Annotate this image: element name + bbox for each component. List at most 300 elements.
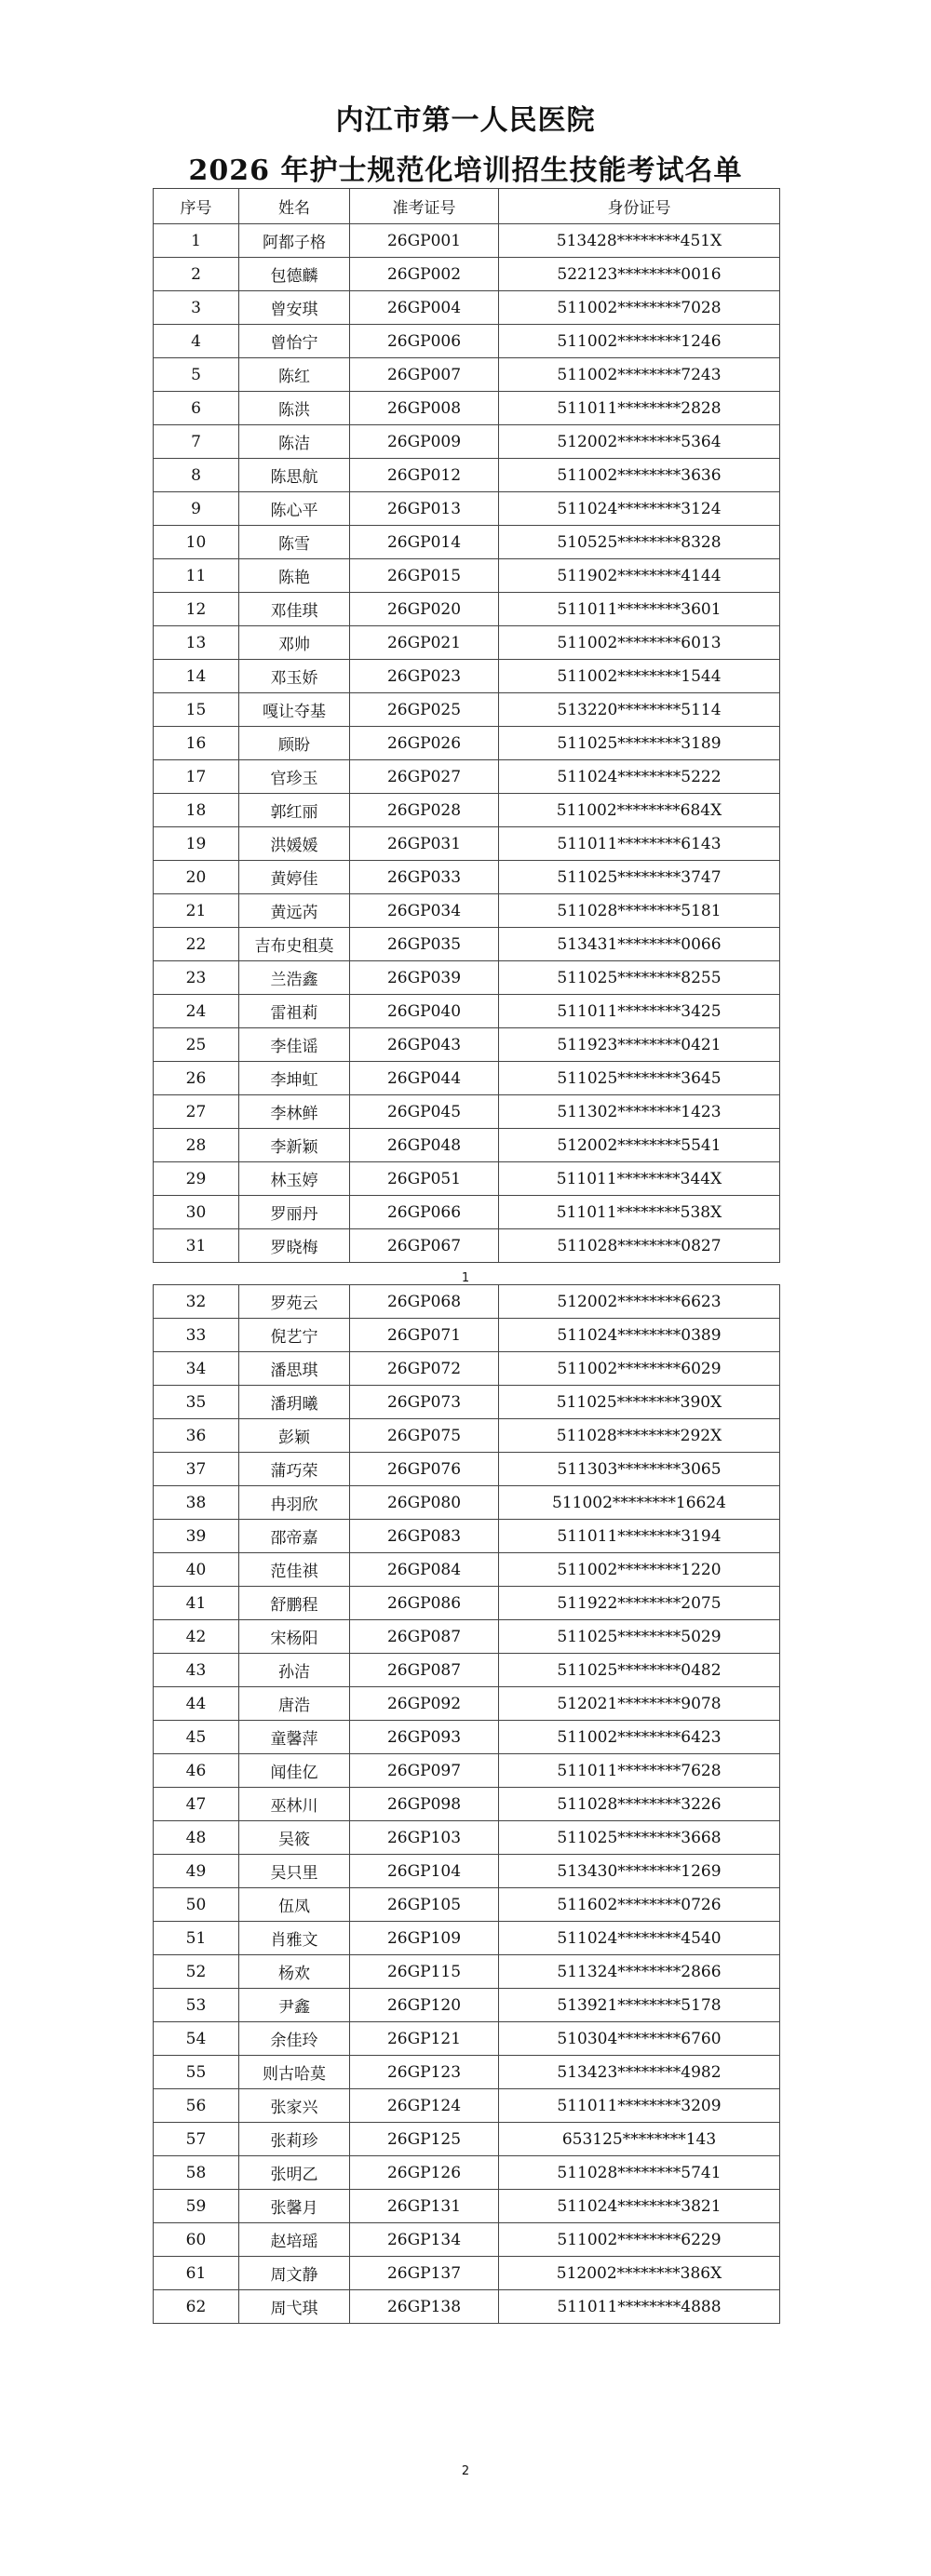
cell-exam-number: 26GP048 [350,1129,499,1162]
cell-id-number: 511602********0726 [499,1888,780,1922]
cell-seq: 6 [154,392,239,425]
cell-name: 官珍玉 [239,760,350,794]
table-row [154,1028,780,1062]
cell-name: 邓佳琪 [239,593,350,626]
cell-seq: 33 [154,1319,239,1352]
cell-name: 潘玥曦 [239,1386,350,1419]
cell-seq: 3 [154,291,239,325]
cell-name: 陈洁 [239,425,350,459]
cell-seq: 7 [154,425,239,459]
table-row [154,727,780,760]
cell-id-number: 512002********6623 [499,1285,780,1319]
table-row [154,2190,780,2223]
table-row [154,1486,780,1520]
table-row [154,1352,780,1386]
table-row [154,2156,780,2190]
cell-seq: 5 [154,358,239,392]
cell-exam-number: 26GP002 [350,258,499,291]
cell-name: 陈洪 [239,392,350,425]
cell-exam-number: 26GP109 [350,1922,499,1955]
cell-id-number: 511024********3821 [499,2190,780,2223]
cell-exam-number: 26GP033 [350,861,499,894]
table-row [154,1587,780,1620]
cell-name: 曾怡宁 [239,325,350,358]
table-row [154,258,780,291]
cell-name: 雷祖莉 [239,995,350,1028]
cell-exam-number: 26GP045 [350,1095,499,1129]
cell-seq: 32 [154,1285,239,1319]
cell-id-number: 511011********538X [499,1196,780,1229]
table-row [154,1419,780,1453]
cell-exam-number: 26GP015 [350,559,499,593]
cell-seq: 40 [154,1553,239,1587]
cell-id-number: 511002********6423 [499,1721,780,1754]
cell-id-number: 511011********7628 [499,1754,780,1788]
table-header-row [154,189,780,224]
cell-seq: 31 [154,1229,239,1263]
cell-exam-number: 26GP087 [350,1620,499,1654]
cell-name: 杨欢 [239,1955,350,1989]
cell-seq: 54 [154,2022,239,2056]
cell-id-number: 511024********5222 [499,760,780,794]
cell-exam-number: 26GP035 [350,928,499,961]
table-row [154,995,780,1028]
table-row [154,1229,780,1263]
cell-id-number: 511011********3601 [499,593,780,626]
cell-seq: 46 [154,1754,239,1788]
cell-exam-number: 26GP098 [350,1788,499,1821]
cell-name: 唐浩 [239,1687,350,1721]
table-row [154,2290,780,2324]
cell-seq: 62 [154,2290,239,2324]
cell-exam-number: 26GP137 [350,2257,499,2290]
cell-exam-number: 26GP104 [350,1855,499,1888]
cell-name: 陈雪 [239,526,350,559]
cell-exam-number: 26GP034 [350,894,499,928]
cell-exam-number: 26GP066 [350,1196,499,1229]
cell-name: 黄婷佳 [239,861,350,894]
table-row [154,961,780,995]
table-row [154,1553,780,1587]
cell-seq: 38 [154,1486,239,1520]
cell-id-number: 511025********3645 [499,1062,780,1095]
table-row [154,2257,780,2290]
cell-name: 范佳祺 [239,1553,350,1587]
cell-exam-number: 26GP026 [350,727,499,760]
cell-id-number: 511002********1220 [499,1553,780,1587]
cell-id-number: 511025********0482 [499,1654,780,1687]
cell-exam-number: 26GP004 [350,291,499,325]
cell-seq: 47 [154,1788,239,1821]
cell-exam-number: 26GP043 [350,1028,499,1062]
cell-exam-number: 26GP020 [350,593,499,626]
table-row [154,526,780,559]
cell-id-number: 511002********7243 [499,358,780,392]
cell-id-number: 511002********6229 [499,2223,780,2257]
table-row [154,827,780,861]
cell-id-number: 513423********4982 [499,2056,780,2089]
cell-seq: 23 [154,961,239,995]
cell-id-number: 511025********3668 [499,1821,780,1855]
cell-exam-number: 26GP084 [350,1553,499,1587]
cell-seq: 9 [154,492,239,526]
table-row [154,794,780,827]
header-exam-number: 准考证号 [350,189,499,224]
cell-id-number: 512002********5541 [499,1129,780,1162]
cell-exam-number: 26GP138 [350,2290,499,2324]
cell-id-number: 511011********3209 [499,2089,780,2123]
cell-name: 则古哈莫 [239,2056,350,2089]
cell-id-number: 511028********5741 [499,2156,780,2190]
table-row [154,559,780,593]
cell-exam-number: 26GP007 [350,358,499,392]
cell-seq: 18 [154,794,239,827]
cell-id-number: 511028********5181 [499,894,780,928]
cell-exam-number: 26GP126 [350,2156,499,2190]
cell-exam-number: 26GP006 [350,325,499,358]
cell-seq: 51 [154,1922,239,1955]
table-row [154,1285,780,1319]
cell-exam-number: 26GP105 [350,1888,499,1922]
cell-name: 彭颖 [239,1419,350,1453]
cell-exam-number: 26GP044 [350,1062,499,1095]
cell-seq: 42 [154,1620,239,1654]
cell-exam-number: 26GP028 [350,794,499,827]
cell-seq: 12 [154,593,239,626]
table-row [154,1654,780,1687]
cell-id-number: 511011********2828 [499,392,780,425]
cell-name: 周文静 [239,2257,350,2290]
cell-seq: 39 [154,1520,239,1553]
cell-seq: 53 [154,1989,239,2022]
cell-id-number: 511002********6013 [499,626,780,660]
cell-seq: 61 [154,2257,239,2290]
cell-seq: 24 [154,995,239,1028]
roster-table-page-1 [153,188,780,1263]
cell-seq: 28 [154,1129,239,1162]
cell-exam-number: 26GP027 [350,760,499,794]
cell-id-number: 511324********2866 [499,1955,780,1989]
cell-exam-number: 26GP001 [350,224,499,258]
cell-name: 张馨月 [239,2190,350,2223]
cell-seq: 41 [154,1587,239,1620]
table-row [154,1788,780,1821]
cell-seq: 17 [154,760,239,794]
cell-name: 尹鑫 [239,1989,350,2022]
table-row [154,2123,780,2156]
cell-seq: 26 [154,1062,239,1095]
cell-id-number: 511024********0389 [499,1319,780,1352]
cell-exam-number: 26GP103 [350,1821,499,1855]
cell-name: 张家兴 [239,2089,350,2123]
cell-name: 吴筱 [239,1821,350,1855]
cell-seq: 49 [154,1855,239,1888]
cell-exam-number: 26GP013 [350,492,499,526]
cell-exam-number: 26GP012 [350,459,499,492]
cell-id-number: 511025********390X [499,1386,780,1419]
cell-id-number: 511028********3226 [499,1788,780,1821]
cell-id-number: 511025********8255 [499,961,780,995]
cell-seq: 13 [154,626,239,660]
cell-name: 邓帅 [239,626,350,660]
cell-name: 余佳玲 [239,2022,350,2056]
cell-name: 黄远芮 [239,894,350,928]
cell-seq: 45 [154,1721,239,1754]
cell-exam-number: 26GP071 [350,1319,499,1352]
cell-seq: 34 [154,1352,239,1386]
cell-seq: 52 [154,1955,239,1989]
cell-seq: 16 [154,727,239,760]
cell-name: 邵帝嘉 [239,1520,350,1553]
cell-exam-number: 26GP075 [350,1419,499,1453]
table-row [154,1989,780,2022]
cell-name: 张莉珍 [239,2123,350,2156]
cell-name: 潘思琪 [239,1352,350,1386]
cell-id-number: 513220********5114 [499,693,780,727]
cell-name: 巫林川 [239,1788,350,1821]
table-row [154,660,780,693]
header-seq: 序号 [154,189,239,224]
cell-name: 嘎让夺基 [239,693,350,727]
cell-id-number: 511002********1544 [499,660,780,693]
table-row [154,492,780,526]
cell-exam-number: 26GP023 [350,660,499,693]
cell-id-number: 511028********292X [499,1419,780,1453]
cell-id-number: 511024********3124 [499,492,780,526]
cell-seq: 8 [154,459,239,492]
cell-seq: 14 [154,660,239,693]
cell-name: 陈心平 [239,492,350,526]
cell-id-number: 511024********4540 [499,1922,780,1955]
table-row [154,1687,780,1721]
cell-name: 吴只里 [239,1855,350,1888]
cell-name: 罗晓梅 [239,1229,350,1263]
cell-seq: 58 [154,2156,239,2190]
cell-exam-number: 26GP115 [350,1955,499,1989]
table-row [154,2056,780,2089]
cell-id-number: 511002********3636 [499,459,780,492]
cell-id-number: 511002********1246 [499,325,780,358]
table-row [154,224,780,258]
cell-seq: 56 [154,2089,239,2123]
cell-name: 伍凤 [239,1888,350,1922]
table-row [154,1196,780,1229]
cell-exam-number: 26GP086 [350,1587,499,1620]
page-number: 1 [461,1271,470,1285]
cell-id-number: 511011********3425 [499,995,780,1028]
cell-id-number: 513428********451X [499,224,780,258]
cell-exam-number: 26GP014 [350,526,499,559]
table-row [154,2089,780,2123]
cell-id-number: 653125********143 [499,2123,780,2156]
table-row [154,2022,780,2056]
cell-id-number: 511002********7028 [499,291,780,325]
cell-name: 林玉婷 [239,1162,350,1196]
cell-id-number: 511028********0827 [499,1229,780,1263]
cell-id-number: 512002********386X [499,2257,780,2290]
table-row [154,325,780,358]
table-row [154,1520,780,1553]
table-body [154,224,780,1263]
table-row [154,2223,780,2257]
cell-id-number: 510304********6760 [499,2022,780,2056]
cell-seq: 4 [154,325,239,358]
cell-seq: 29 [154,1162,239,1196]
cell-seq: 60 [154,2223,239,2257]
cell-id-number: 511002********6029 [499,1352,780,1386]
cell-name: 阿都子格 [239,224,350,258]
cell-id-number: 511902********4144 [499,559,780,593]
cell-seq: 10 [154,526,239,559]
cell-name: 周弋琪 [239,2290,350,2324]
table-row [154,425,780,459]
cell-name: 宋杨阳 [239,1620,350,1654]
table-row [154,1955,780,1989]
table-row [154,1062,780,1095]
cell-name: 童馨萍 [239,1721,350,1754]
cell-id-number: 511011********3194 [499,1520,780,1553]
cell-name: 李佳谣 [239,1028,350,1062]
cell-name: 李坤虹 [239,1062,350,1095]
cell-seq: 59 [154,2190,239,2223]
cell-name: 陈艳 [239,559,350,593]
cell-name: 曾安琪 [239,291,350,325]
cell-exam-number: 26GP093 [350,1721,499,1754]
cell-name: 洪媛媛 [239,827,350,861]
cell-exam-number: 26GP076 [350,1453,499,1486]
table-row [154,1922,780,1955]
cell-name: 罗丽丹 [239,1196,350,1229]
cell-seq: 48 [154,1821,239,1855]
cell-seq: 2 [154,258,239,291]
cell-id-number: 512002********5364 [499,425,780,459]
page-number: 2 [461,2464,470,2478]
cell-seq: 43 [154,1654,239,1687]
table-row [154,1162,780,1196]
table-row [154,928,780,961]
cell-seq: 1 [154,224,239,258]
cell-id-number: 513431********0066 [499,928,780,961]
cell-name: 张明乙 [239,2156,350,2190]
cell-exam-number: 26GP051 [350,1162,499,1196]
document-title: 内江市第一人民医院 [335,104,596,137]
table-row [154,626,780,660]
cell-name: 倪艺宁 [239,1319,350,1352]
cell-exam-number: 26GP092 [350,1687,499,1721]
cell-name: 陈红 [239,358,350,392]
table-row [154,693,780,727]
cell-exam-number: 26GP125 [350,2123,499,2156]
cell-name: 邓玉娇 [239,660,350,693]
cell-name: 陈思航 [239,459,350,492]
cell-name: 吉布史租莫 [239,928,350,961]
table-row [154,392,780,425]
cell-seq: 55 [154,2056,239,2089]
cell-exam-number: 26GP067 [350,1229,499,1263]
cell-seq: 15 [154,693,239,727]
cell-seq: 50 [154,1888,239,1922]
cell-name: 闻佳亿 [239,1754,350,1788]
cell-exam-number: 26GP087 [350,1654,499,1687]
cell-exam-number: 26GP025 [350,693,499,727]
cell-exam-number: 26GP039 [350,961,499,995]
cell-exam-number: 26GP073 [350,1386,499,1419]
cell-exam-number: 26GP080 [350,1486,499,1520]
cell-name: 赵培瑶 [239,2223,350,2257]
cell-seq: 20 [154,861,239,894]
cell-id-number: 510525********8328 [499,526,780,559]
cell-seq: 19 [154,827,239,861]
cell-name: 顾盼 [239,727,350,760]
table-row [154,1386,780,1419]
table-row [154,1620,780,1654]
document-subtitle: 2026 年护士规范化培训招生技能考试名单 [188,154,743,187]
cell-exam-number: 26GP123 [350,2056,499,2089]
cell-id-number: 511922********2075 [499,1587,780,1620]
cell-exam-number: 26GP068 [350,1285,499,1319]
table-row [154,1453,780,1486]
cell-id-number: 513430********1269 [499,1855,780,1888]
cell-id-number: 513921********5178 [499,1989,780,2022]
cell-seq: 30 [154,1196,239,1229]
table-row [154,291,780,325]
cell-name: 冉羽欣 [239,1486,350,1520]
cell-exam-number: 26GP124 [350,2089,499,2123]
roster-table-page-2 [153,1284,780,2324]
cell-name: 孙洁 [239,1654,350,1687]
cell-id-number: 511302********1423 [499,1095,780,1129]
cell-seq: 22 [154,928,239,961]
table-row [154,1721,780,1754]
cell-exam-number: 26GP131 [350,2190,499,2223]
cell-name: 郭红丽 [239,794,350,827]
cell-exam-number: 26GP031 [350,827,499,861]
header-name: 姓名 [239,189,350,224]
cell-id-number: 511011********4888 [499,2290,780,2324]
cell-exam-number: 26GP009 [350,425,499,459]
cell-name: 李林鲜 [239,1095,350,1129]
table-row [154,861,780,894]
cell-seq: 27 [154,1095,239,1129]
table-row [154,1855,780,1888]
cell-name: 肖雅文 [239,1922,350,1955]
cell-name: 包德麟 [239,258,350,291]
cell-exam-number: 26GP120 [350,1989,499,2022]
cell-seq: 57 [154,2123,239,2156]
header-id-number: 身份证号 [499,189,780,224]
cell-exam-number: 26GP121 [350,2022,499,2056]
table-body [154,1285,780,2324]
cell-id-number: 511011********344X [499,1162,780,1196]
cell-exam-number: 26GP097 [350,1754,499,1788]
cell-seq: 11 [154,559,239,593]
cell-id-number: 522123********0016 [499,258,780,291]
table-row [154,1754,780,1788]
table-row [154,1129,780,1162]
cell-seq: 35 [154,1386,239,1419]
cell-name: 兰浩鑫 [239,961,350,995]
cell-id-number: 511025********5029 [499,1620,780,1654]
cell-id-number: 511002********684X [499,794,780,827]
cell-id-number: 511025********3189 [499,727,780,760]
cell-name: 罗苑云 [239,1285,350,1319]
table-row [154,1095,780,1129]
cell-name: 蒲巧荣 [239,1453,350,1486]
cell-seq: 36 [154,1419,239,1453]
cell-seq: 21 [154,894,239,928]
cell-id-number: 511011********6143 [499,827,780,861]
cell-seq: 44 [154,1687,239,1721]
